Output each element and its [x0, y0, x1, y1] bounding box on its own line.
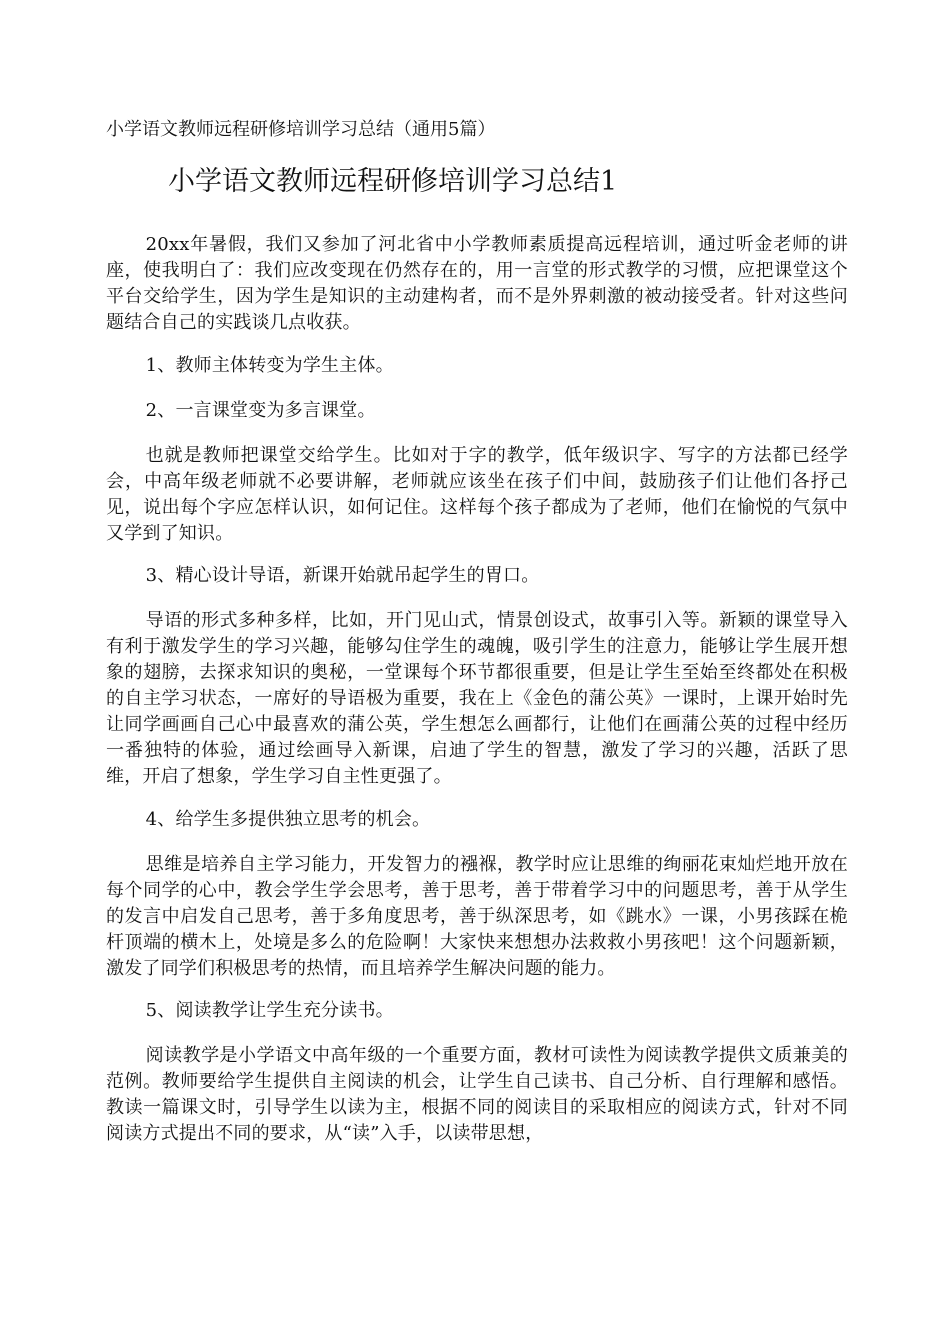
list-item-4: 4、给学生多提供独立思考的机会。	[145, 808, 431, 830]
paragraph-body: 思维是培养自主学习能力，开发智力的襁褓，教学时应让思维的绚丽花束灿烂地开放在每个同学的心中，教会学生学会思考，善于思考，善于带着学习中的问题思考，善于从学生的发言中启发自己思考，善于多角度思考，善于纵深思考，如《跳水》一课，小男孩踩在桅杆顶端的横木上，处境是多么的危险啊！大家快来想想办法救救小男孩吧！这个问题新颖，激发了同学们积极思考的热情，而且培养学生解决问题的能力。	[106, 853, 848, 979]
document-body	[106, 232, 848, 1164]
paragraph-body: 阅读教学是小学语文中高年级的一个重要方面，教材可读性为阅读教学提供文质兼美的范例。教师要给学生提供自主阅读的机会，让学生自己读书、自己分析、自行理解和感悟。教读一篇课文时，引导学生以读为主，根据不同的阅读目的采取相应的阅读方式，针对不同阅读方式提出不同的要求，从“读”入手，以读带思想，	[106, 1045, 848, 1144]
section-title: 小学语文教师远程研修培训学习总结1	[168, 166, 618, 197]
paragraph-body: 也就是教师把课堂交给学生。比如对于字的教学，低年级识字、写字的方法都已经学会，中高年级老师就不必要讲解，老师就应该坐在孩子们中间，鼓励孩子们让他们各抒己见，说出每个字应怎样认识，如何记住。这样每个孩子都成为了老师，他们在愉悦的气氛中又学到了知识。	[106, 444, 848, 544]
list-item-3: 3、精心设计导语，新课开始就吊起学生的胃口。	[145, 565, 540, 586]
list-item-1: 1、教师主体转变为学生主体。	[145, 354, 394, 376]
document-title: 小学语文教师远程研修培训学习总结（通用5篇）	[106, 119, 496, 140]
list-item-2: 2、一言课堂变为多言课堂。	[145, 399, 376, 421]
paragraph-intro: 20xx年暑假，我们又参加了河北省中小学教师素质提高远程培训，通过听金老师的讲座，使我明白了：我们应改变现在仍然存在的，用一言堂的形式教学的习惯，应把课堂这个平台交给学生，因为学生是知识的主动建构者，而不是外界刺激的被动接受者。针对这些问题结合自己的实践谈几点收获。	[106, 234, 848, 333]
paragraph-body: 导语的形式多种多样，比如，开门见山式，情景创设式，故事引入等。新颖的课堂导入有利于激发学生的学习兴趣，能够勾住学生的魂魄，吸引学生的注意力，能够让学生展开想象的翅膀，去探求知识的奥秘，一堂课每个环节都很重要，但是让学生至始至终都处在积极的自主学习状态，一席好的导语极为重要，我在上《金色的蒲公英》一课时，上课开始时先让同学画画自己心中最喜欢的蒲公英，学生想怎么画都行，让他们在画蒲公英的过程中经历一番独特的体验，通过绘画导入新课，启迪了学生的智慧，激发了学习的兴趣，活跃了思维，开启了想象，学生学习自主性更强了。	[106, 610, 848, 787]
list-item-5: 5、阅读教学让学生充分读书。	[145, 1000, 394, 1021]
